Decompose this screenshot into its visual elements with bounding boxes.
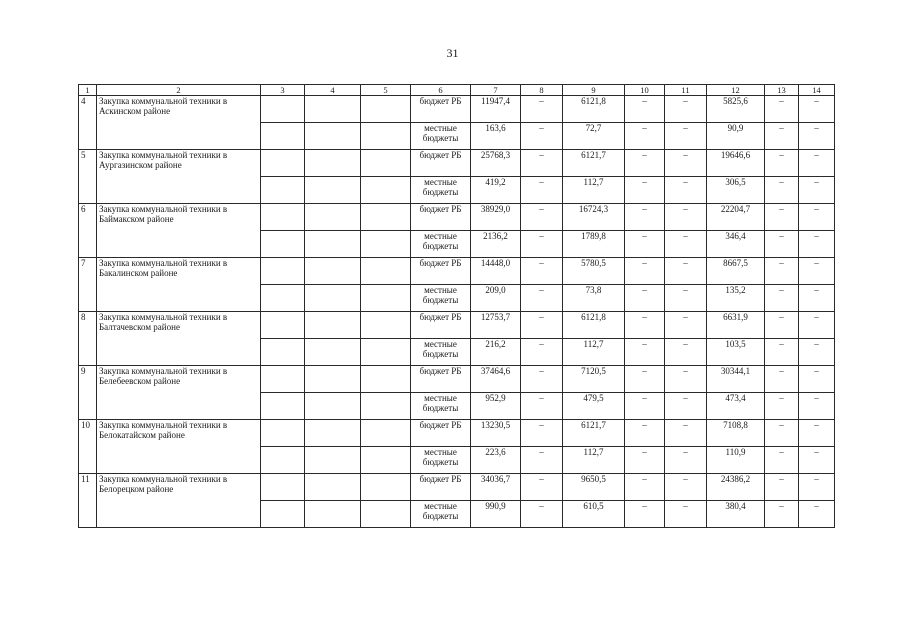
value-cell: – [521,150,563,177]
value-cell: – [625,420,665,447]
value-cell: – [665,474,707,501]
value-cell: 90,9 [707,123,765,150]
measure-name: Закупка коммунальной техники в Аургазинском районе [97,150,261,204]
value-cell: – [799,123,835,150]
column-header: 10 [625,85,665,96]
column-3-cell [261,339,305,366]
page-number: 31 [446,46,459,60]
column-5-cell [361,339,411,366]
value-cell: 16724,3 [563,204,625,231]
column-5-cell [361,96,411,123]
value-cell: – [625,258,665,285]
value-cell: 9650,5 [563,474,625,501]
value-cell: – [799,258,835,285]
value-cell: – [625,150,665,177]
column-5-cell [361,231,411,258]
funding-source: бюджет РБ [411,366,471,393]
row-index: 5 [79,150,97,204]
value-cell: 346,4 [707,231,765,258]
value-cell: 112,7 [563,447,625,474]
column-3-cell [261,285,305,312]
value-cell: 6631,9 [707,312,765,339]
table-row [79,96,835,123]
column-3-cell [261,366,305,393]
value-cell: – [799,474,835,501]
value-cell: – [521,231,563,258]
table-row [79,420,835,447]
column-5-cell [361,258,411,285]
funding-source: местные бюджеты [411,501,471,528]
value-cell: – [521,312,563,339]
column-4-cell [305,96,361,123]
value-cell: – [765,150,799,177]
funding-source: бюджет РБ [411,96,471,123]
value-cell: 952,9 [471,393,521,420]
value-cell: – [665,96,707,123]
value-cell: – [665,447,707,474]
value-cell: 37464,6 [471,366,521,393]
column-3-cell [261,231,305,258]
column-4-cell [305,447,361,474]
value-cell: 38929,0 [471,204,521,231]
value-cell: – [665,339,707,366]
funding-source: бюджет РБ [411,312,471,339]
column-5-cell [361,393,411,420]
header-row [79,85,835,96]
value-cell: 103,5 [707,339,765,366]
value-cell: – [799,285,835,312]
value-cell: 6121,8 [563,312,625,339]
value-cell: 2136,2 [471,231,521,258]
value-cell: 7120,5 [563,366,625,393]
value-cell: – [665,285,707,312]
value-cell: – [665,312,707,339]
value-cell: – [765,204,799,231]
measure-name: Закупка коммунальной техники в Белокатайском районе [97,420,261,474]
value-cell: – [765,285,799,312]
value-cell: 6121,7 [563,420,625,447]
value-cell: – [765,231,799,258]
column-5-cell [361,501,411,528]
value-cell: – [625,204,665,231]
column-header: 7 [471,85,521,96]
funding-source: местные бюджеты [411,393,471,420]
budget-table [78,84,835,528]
column-3-cell [261,474,305,501]
value-cell: 1789,8 [563,231,625,258]
value-cell: – [521,447,563,474]
value-cell: – [521,258,563,285]
value-cell: – [665,177,707,204]
funding-source: местные бюджеты [411,285,471,312]
row-index: 11 [79,474,97,528]
column-3-cell [261,501,305,528]
column-5-cell [361,447,411,474]
value-cell: – [521,474,563,501]
value-cell: – [521,123,563,150]
value-cell: 12753,7 [471,312,521,339]
column-header: 6 [411,85,471,96]
value-cell: – [765,474,799,501]
value-cell: – [521,393,563,420]
column-4-cell [305,420,361,447]
value-cell: – [521,177,563,204]
value-cell: 419,2 [471,177,521,204]
value-cell: – [765,447,799,474]
value-cell: 34036,7 [471,474,521,501]
column-4-cell [305,285,361,312]
value-cell: 473,4 [707,393,765,420]
column-5-cell [361,366,411,393]
value-cell: 110,9 [707,447,765,474]
column-4-cell [305,474,361,501]
column-5-cell [361,123,411,150]
value-cell: – [625,231,665,258]
column-4-cell [305,366,361,393]
column-header: 2 [97,85,261,96]
value-cell: – [665,123,707,150]
column-5-cell [361,474,411,501]
value-cell: – [765,312,799,339]
value-cell: – [665,150,707,177]
value-cell: – [799,339,835,366]
value-cell: 306,5 [707,177,765,204]
column-4-cell [305,258,361,285]
column-4-cell [305,150,361,177]
value-cell: – [799,420,835,447]
column-4-cell [305,501,361,528]
measure-name: Закупка коммунальной техники в Аскинском районе [97,96,261,150]
funding-source: бюджет РБ [411,150,471,177]
funding-source: местные бюджеты [411,231,471,258]
value-cell: – [625,312,665,339]
column-5-cell [361,177,411,204]
value-cell: – [521,285,563,312]
table-row [79,366,835,393]
column-4-cell [305,231,361,258]
value-cell: – [799,312,835,339]
column-header: 9 [563,85,625,96]
value-cell: 14448,0 [471,258,521,285]
value-cell: – [765,123,799,150]
value-cell: – [799,501,835,528]
column-3-cell [261,447,305,474]
value-cell: – [625,474,665,501]
funding-source: бюджет РБ [411,258,471,285]
value-cell: 990,9 [471,501,521,528]
column-3-cell [261,420,305,447]
column-header: 14 [799,85,835,96]
measure-name: Закупка коммунальной техники в Белебеевском районе [97,366,261,420]
column-header: 13 [765,85,799,96]
value-cell: – [765,393,799,420]
column-3-cell [261,150,305,177]
column-3-cell [261,96,305,123]
value-cell: – [521,204,563,231]
column-header: 5 [361,85,411,96]
value-cell: – [625,96,665,123]
column-3-cell [261,312,305,339]
table-row [79,204,835,231]
value-cell: – [521,420,563,447]
value-cell: 209,0 [471,285,521,312]
value-cell: 13230,5 [471,420,521,447]
table-row [79,474,835,501]
column-4-cell [305,204,361,231]
value-cell: 6121,7 [563,150,625,177]
value-cell: – [625,177,665,204]
column-4-cell [305,177,361,204]
column-3-cell [261,258,305,285]
value-cell: 8667,5 [707,258,765,285]
value-cell: 24386,2 [707,474,765,501]
value-cell: – [799,231,835,258]
column-header: 1 [79,85,97,96]
column-header: 4 [305,85,361,96]
table-row [79,150,835,177]
value-cell: 72,7 [563,123,625,150]
column-header: 11 [665,85,707,96]
value-cell: – [799,96,835,123]
funding-source: местные бюджеты [411,123,471,150]
measure-name: Закупка коммунальной техники в Белорецком районе [97,474,261,528]
value-cell: – [665,204,707,231]
value-cell: – [799,177,835,204]
value-cell: 11947,4 [471,96,521,123]
column-4-cell [305,312,361,339]
value-cell: 22204,7 [707,204,765,231]
value-cell: 479,5 [563,393,625,420]
value-cell: – [799,150,835,177]
column-3-cell [261,123,305,150]
column-3-cell [261,177,305,204]
value-cell: – [665,393,707,420]
value-cell: – [521,96,563,123]
value-cell: – [799,366,835,393]
column-4-cell [305,393,361,420]
value-cell: – [521,366,563,393]
value-cell: 610,5 [563,501,625,528]
funding-source: местные бюджеты [411,177,471,204]
value-cell: – [765,501,799,528]
value-cell: 135,2 [707,285,765,312]
value-cell: 163,6 [471,123,521,150]
value-cell: – [665,501,707,528]
row-index: 6 [79,204,97,258]
value-cell: – [765,96,799,123]
row-index: 9 [79,366,97,420]
value-cell: 112,7 [563,339,625,366]
value-cell: 5780,5 [563,258,625,285]
column-header: 3 [261,85,305,96]
value-cell: 30344,1 [707,366,765,393]
column-header: 8 [521,85,563,96]
value-cell: – [625,447,665,474]
value-cell: 19646,6 [707,150,765,177]
column-5-cell [361,312,411,339]
value-cell: – [765,258,799,285]
value-cell: – [521,339,563,366]
value-cell: – [799,204,835,231]
measure-name: Закупка коммунальной техники в Балтачевском районе [97,312,261,366]
value-cell: – [625,366,665,393]
funding-source: бюджет РБ [411,420,471,447]
column-5-cell [361,204,411,231]
value-cell: – [625,339,665,366]
value-cell: – [765,366,799,393]
column-3-cell [261,393,305,420]
row-index: 7 [79,258,97,312]
row-index: 4 [79,96,97,150]
value-cell: 216,2 [471,339,521,366]
value-cell: – [765,177,799,204]
column-4-cell [305,339,361,366]
column-5-cell [361,150,411,177]
value-cell: – [665,366,707,393]
table-row [79,312,835,339]
value-cell: 73,8 [563,285,625,312]
value-cell: – [521,501,563,528]
funding-source: бюджет РБ [411,474,471,501]
value-cell: – [765,339,799,366]
value-cell: – [625,285,665,312]
value-cell: 7108,8 [707,420,765,447]
table-row [79,258,835,285]
column-5-cell [361,420,411,447]
funding-source: местные бюджеты [411,339,471,366]
value-cell: – [665,258,707,285]
column-4-cell [305,123,361,150]
value-cell: – [799,393,835,420]
value-cell: – [665,420,707,447]
column-5-cell [361,285,411,312]
column-header: 12 [707,85,765,96]
measure-name: Закупка коммунальной техники в Баймакском районе [97,204,261,258]
value-cell: 380,4 [707,501,765,528]
row-index: 8 [79,312,97,366]
value-cell: – [625,123,665,150]
value-cell: 5825,6 [707,96,765,123]
funding-source: местные бюджеты [411,447,471,474]
value-cell: – [665,231,707,258]
value-cell: – [625,501,665,528]
value-cell: 6121,8 [563,96,625,123]
value-cell: 112,7 [563,177,625,204]
measure-name: Закупка коммунальной техники в Бакалинском районе [97,258,261,312]
value-cell: 223,6 [471,447,521,474]
table-body [79,85,835,528]
value-cell: – [765,420,799,447]
funding-source: бюджет РБ [411,204,471,231]
value-cell: 25768,3 [471,150,521,177]
column-3-cell [261,204,305,231]
value-cell: – [799,447,835,474]
row-index: 10 [79,420,97,474]
value-cell: – [625,393,665,420]
